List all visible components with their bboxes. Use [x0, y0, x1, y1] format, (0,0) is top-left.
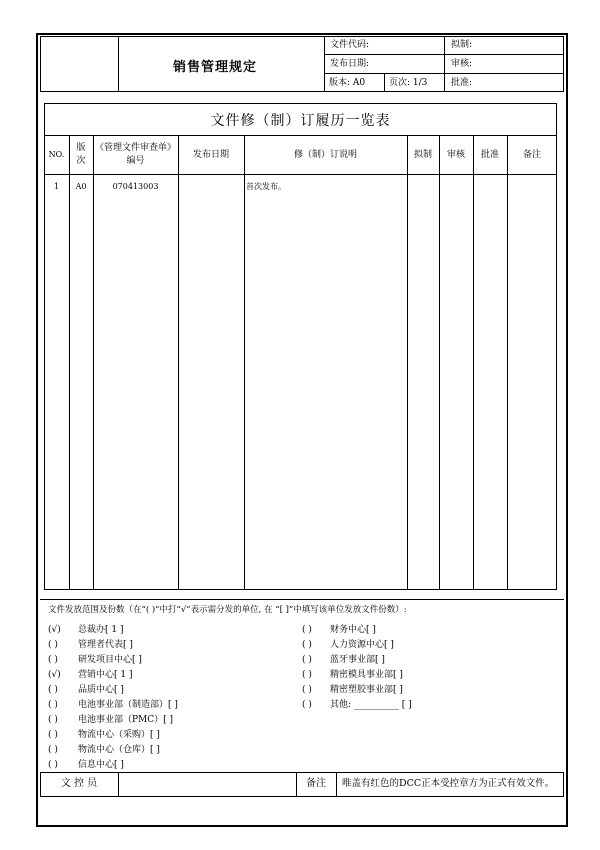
drafted-label: 拟制: [451, 40, 473, 50]
col-version-1: 版 [76, 143, 86, 153]
distribution-item: ( ) 品质中心[ ] [48, 685, 124, 695]
table-row-version: A0 [75, 182, 87, 191]
table-row-description: 首次发布。 [246, 182, 286, 191]
table-row-no: 1 [53, 182, 60, 191]
distribution-item: ( ) 电池事业部（PMC）[ ] [48, 715, 174, 725]
distribution-item: ( ) 财务中心[ ] [302, 625, 376, 635]
distribution-item: ( ) 研发项目中心[ ] [48, 655, 142, 665]
version-label: 版本: A0 [329, 78, 366, 88]
distribution-item: ( ) 其他: __________ [ ] [302, 700, 412, 710]
distribution-item: ( ) 精密塑胶事业部[ ] [302, 685, 403, 695]
col-approved: 批准 [480, 150, 499, 160]
distribution-item: (√) 营销中心[ 1 ] [48, 670, 133, 680]
col-remarks: 备注 [522, 150, 541, 160]
distribution-item: ( ) 电池事业部（制造部）[ ] [48, 700, 178, 710]
approve-label: 批准: [451, 78, 473, 88]
distribution-item: ( ) 信息中心[ ] [48, 760, 124, 770]
document-title: 销售管理规定 [173, 60, 258, 75]
col-version-2: 次 [76, 156, 86, 166]
table-row-form-no: 070413003 [112, 182, 159, 191]
col-review-form-2: 编号 [126, 156, 145, 166]
col-description: 修（制）订说明 [293, 150, 357, 160]
distribution-item: ( ) 人力资源中心[ ] [302, 640, 394, 650]
distribution-item: ( ) 精密模具事业部[ ] [302, 670, 403, 680]
distribution-item: ( ) 物流中心（仓库）[ ] [48, 745, 160, 755]
footer-remarks-text: 唯盖有红色的DCC正本受控章方为正式有效文件。 [342, 778, 555, 789]
col-release-date: 发布日期 [192, 150, 229, 160]
distribution-heading: 文件发放范围及份数（在“( )”中打“√”表示需分发的单位, 在 “[ ]”中填写该单位发放文件份数）: [48, 605, 407, 615]
footer-remarks-label: 备注 [306, 778, 326, 789]
review-label: 审核: [451, 59, 473, 69]
distribution-item: ( ) 管理者代表[ ] [48, 640, 133, 650]
doc-code-label: 文件代码: [330, 40, 370, 50]
distribution-item: ( ) 物流中心（采购）[ ] [48, 730, 160, 740]
document-controller-label: 文 控 员 [60, 778, 98, 789]
revision-table-title: 文件修（制）订履历一览表 [210, 113, 391, 129]
page-label: 页次: 1/3 [389, 78, 428, 88]
distribution-item: ( ) 蓝牙事业部[ ] [302, 655, 385, 665]
revision-table [44, 103, 557, 590]
release-date-label: 发布日期: [330, 59, 370, 69]
col-drafted: 拟制 [413, 150, 432, 160]
col-review-form-1: 《管理文件审查单》 [94, 143, 176, 153]
distribution-item: (√) 总裁办[ 1 ] [48, 625, 124, 635]
col-reviewed: 审核 [446, 150, 465, 160]
col-no: NO. [48, 150, 65, 159]
